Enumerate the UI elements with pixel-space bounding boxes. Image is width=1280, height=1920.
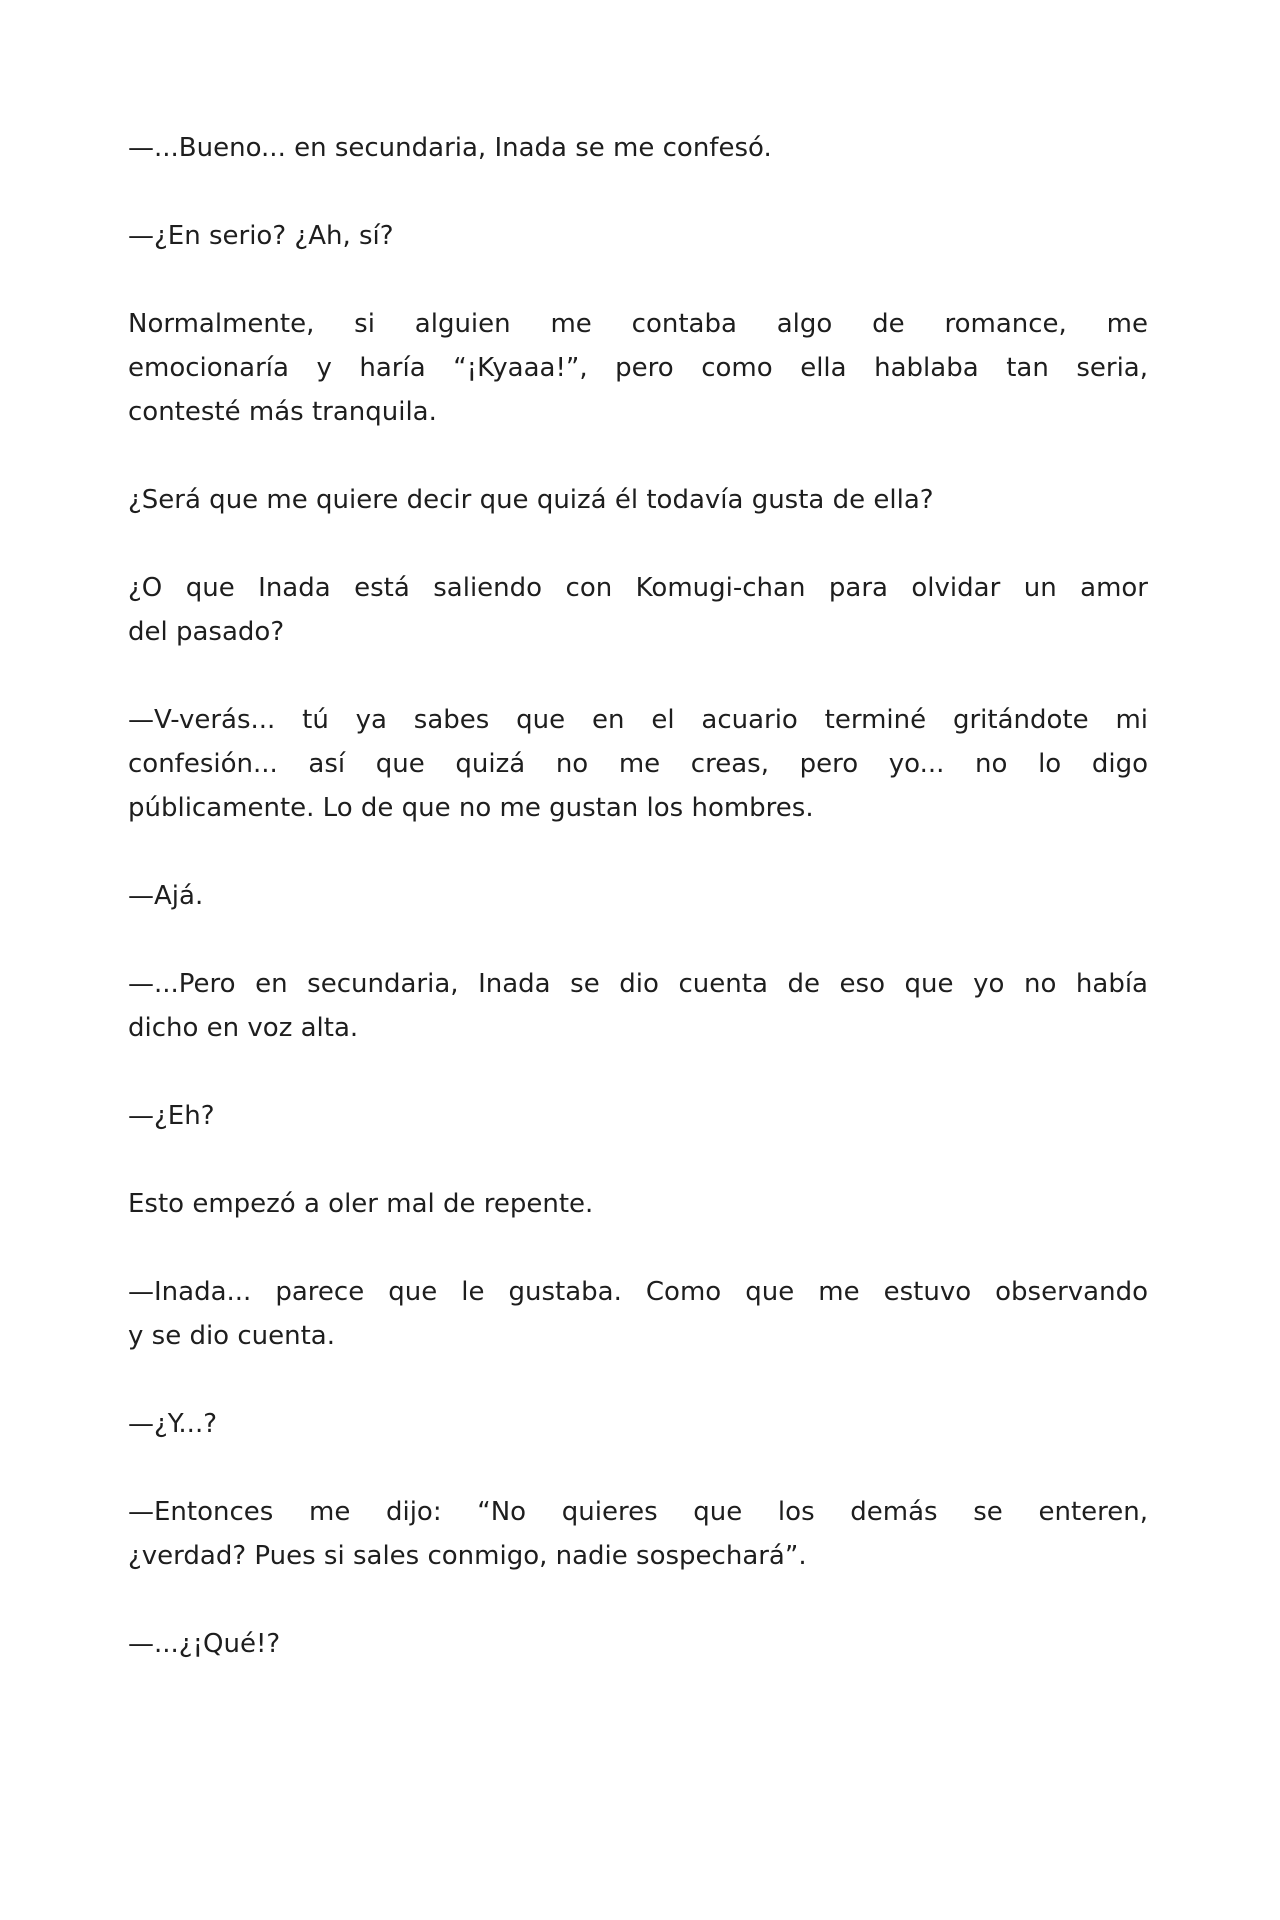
text-line: —V-verás... tú ya sabes que en el acuario terminé gritándote mi: [128, 705, 1148, 735]
text-line: del pasado?: [128, 617, 285, 647]
paragraph: [128, 1490, 1148, 1578]
paragraph: [128, 698, 1148, 830]
text-line: confesión... así que quizá no me creas, pero yo... no lo digo: [128, 749, 1148, 779]
paragraph: [128, 1402, 1148, 1446]
text-line: —...Pero en secundaria, Inada se dio cuenta de eso que yo no había: [128, 969, 1148, 999]
paragraph: [128, 874, 1148, 918]
paragraph: [128, 214, 1148, 258]
paragraph: [128, 126, 1148, 170]
text-line: —Entonces me dijo: “No quieres que los demás se enteren,: [128, 1497, 1148, 1527]
text-line: emocionaría y haría “¡Kyaaa!”, pero como ella hablaba tan seria,: [128, 353, 1148, 383]
text-line: ¿verdad? Pues si sales conmigo, nadie sospechará”.: [128, 1541, 807, 1571]
paragraph: [128, 1182, 1148, 1226]
paragraph: [128, 1094, 1148, 1138]
paragraph: [128, 1622, 1148, 1666]
text-line: —Ajá.: [128, 881, 204, 911]
text-line: Esto empezó a oler mal de repente.: [128, 1189, 594, 1219]
text-line: —Inada... parece que le gustaba. Como que me estuvo observando: [128, 1277, 1148, 1307]
paragraph: [128, 302, 1148, 434]
text-line: públicamente. Lo de que no me gustan los hombres.: [128, 793, 814, 823]
text-line: —¿Y...?: [128, 1409, 218, 1439]
text-line: Normalmente, si alguien me contaba algo de romance, me: [128, 309, 1148, 339]
text-line: —...Bueno... en secundaria, Inada se me confesó.: [128, 133, 772, 163]
text-line: —...¿¡Qué!?: [128, 1629, 281, 1659]
paragraph: [128, 566, 1148, 654]
text-line: contesté más tranquila.: [128, 397, 437, 427]
paragraph: [128, 1270, 1148, 1358]
text-line: dicho en voz alta.: [128, 1013, 359, 1043]
paragraph: [128, 962, 1148, 1050]
paragraph: [128, 478, 1148, 522]
text-line: —¿Eh?: [128, 1101, 215, 1131]
document-page: [128, 126, 1148, 1710]
text-line: ¿Será que me quiere decir que quizá él todavía gusta de ella?: [128, 485, 934, 515]
text-line: ¿O que Inada está saliendo con Komugi-chan para olvidar un amor: [128, 573, 1148, 603]
text-line: y se dio cuenta.: [128, 1321, 335, 1351]
text-line: —¿En serio? ¿Ah, sí?: [128, 221, 394, 251]
